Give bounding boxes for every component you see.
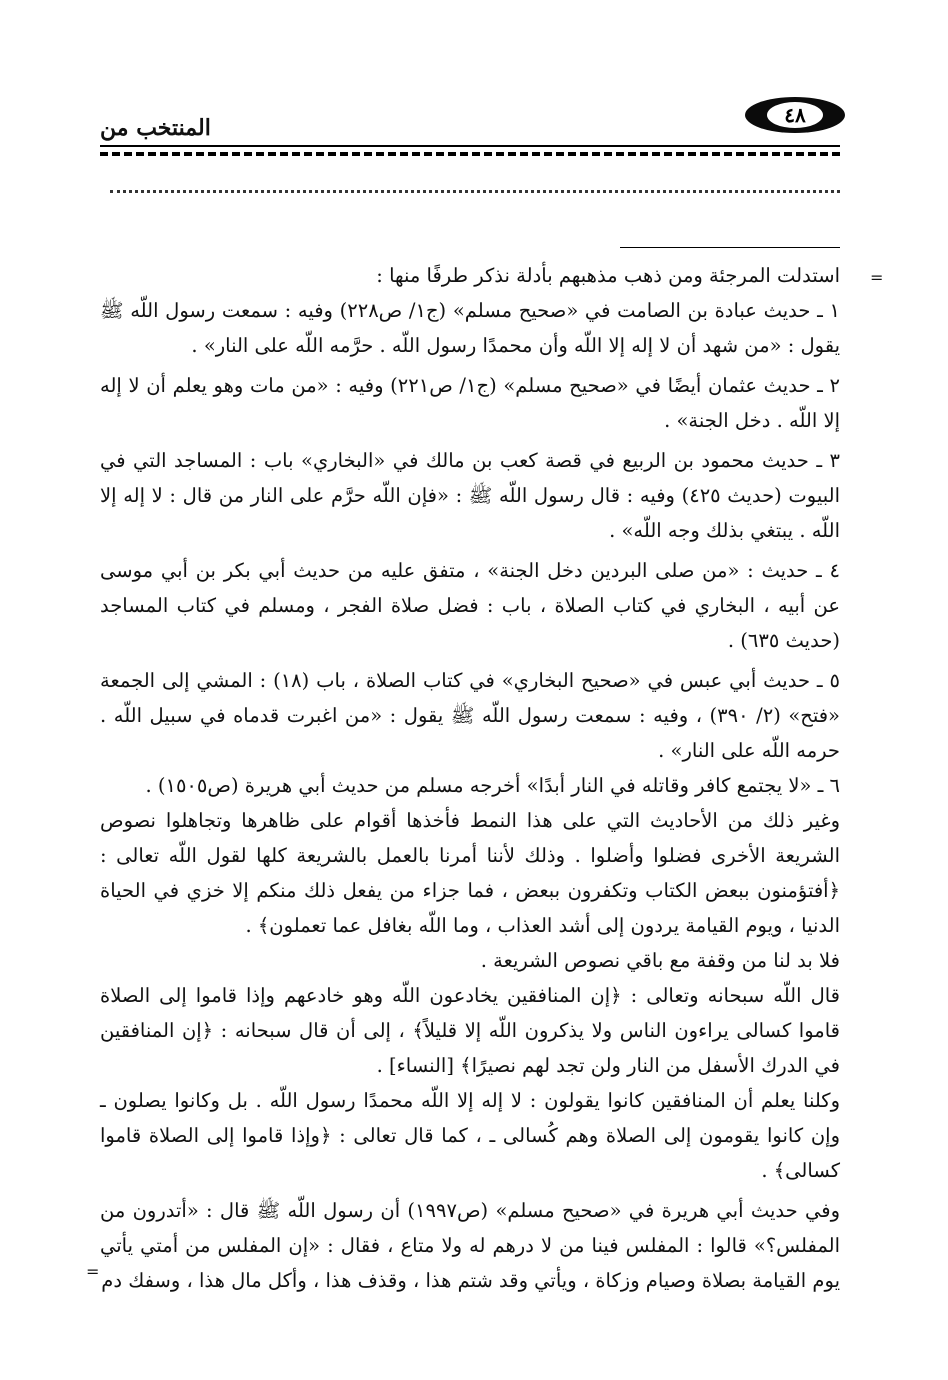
- paragraph-hypocrites-prayer: وكلنا يعلم أن المنافقين كانوا يقولون : لا إله إلا اللّه محمدًا رسول اللّه . بل وكانوا يصلون ـ وإن كانوا يقومون إلى الصلاة وهم كُسالى ـ ، كما قال تعالى : ﴿وإذا قاموا إلى الصلاة قاموا كسالى﴾ .: [100, 1089, 840, 1182]
- paragraph-hadith-2: ٢ ـ حديث عثمان أيضًا في «صحيح مسلم» (ج١/ ص٢٢١) وفيه : «من مات وهو يعلم أن لا إله إلا اللّه . دخل الجنة» .: [100, 374, 841, 432]
- header-rule: [100, 145, 840, 147]
- paragraph-hadith-3: ٣ ـ حديث محمود بن الربيع في قصة كعب بن مالك في «البخاري» باب : المساجد التي في البيوت (حديث ٤٢٥) وفيه : قال رسول اللّه ﷺ : «فإن اللّه حرَّم على النار من قال : لا إله إلا اللّه . يبتغي بذلك وجه اللّه» .: [100, 449, 840, 542]
- paragraph-hadith-6: ٦ ـ «لا يجتمع كافر وقاتله في النار أبدًا» أخرجه مسلم من حديث أبي هريرة (ص١٥٠٥) .: [145, 774, 840, 797]
- paragraph-hypocrites-verse: قال اللّه سبحانه وتعالى : ﴿إن المنافقين يخادعون اللّه وهو خادعهم وإذا قاموا إلى الصلاة قاموا كسالى يراءون الناس ولا يذكرون اللّه إلا قليلاً﴾ ، إلى أن قال سبحانه : ﴿إن المنافقين في الدرك الأسفل من النار ولن تجد لهم نصيرًا﴾ [النساء] .: [100, 984, 840, 1077]
- dotted-separator: [110, 190, 840, 193]
- paragraph-hadith-5: ٥ ـ حديث أبي عبس في «صحيح البخاري» في كتاب الصلاة ، باب (١٨) : المشي إلى الجمعة «فتح» (٢/ ٣٩٠) ، وفيه : سمعت رسول اللّه ﷺ يقول : «من اغبرت قدماه في سبيل اللّه . حرمه اللّه على النار» .: [100, 669, 840, 762]
- paragraph-commentary: وغير ذلك من الأحاديث التي على هذا النمط فأخذها أقوام على ظاهرها وتجاهلوا نصوص الشريعة الأخرى فضلوا وأضلوا . وذلك لأننا أمرنا بالعمل بالشريعة كلها لقول اللّه تعالى : ﴿أفتؤمنون ببعض الكتاب وتكفرون ببعض ، فما جزاء من يفعل ذلك منكم إلا خزي في الحياة الدنيا ، ويوم القيامة يردون إلى أشد العذاب ، وما اللّه بغافل عما تعملون﴾ .: [100, 809, 840, 937]
- paragraph-hadith-1: ١ ـ حديث عبادة بن الصامت في «صحيح مسلم» (ج١/ ص٢٢٨) وفيه : سمعت رسول اللّه ﷺ يقول : «من شهد أن لا إله إلا اللّه وأن محمدًا رسول اللّه . حرَّمه اللّه على النار» .: [100, 299, 840, 357]
- running-title: المنتخب من: [100, 115, 211, 141]
- header-dashed-rule: [100, 152, 840, 156]
- footnote-body: [100, 258, 840, 1298]
- footnote-rule: [620, 247, 840, 248]
- paragraph-bankrupt-hadith: وفي حديث أبي هريرة في «صحيح مسلم» (ص١٩٩٧) أن رسول اللّه ﷺ قال : «أتدرون من المفلس؟» قالوا : المفلس فينا من لا درهم له ولا متاع ، فقال : «إن المفلس من أمتي يأتي يوم القيامة بصلاة وصيام وزكاة ، ويأتي وقد شتم هذا ، وقذف هذا ، وأكل مال هذا ، وسفك دم: [100, 1199, 840, 1292]
- paragraph-hadith-4: ٤ ـ حديث : «من صلى البردين دخل الجنة» ، متفق عليه من حديث أبي بكر بن أبي موسى عن أبيه ، البخاري في كتاب الصلاة ، باب : فضل صلاة الفجر ، ومسلم في كتاب المساجد (حديث ٦٣٥) .: [100, 559, 840, 652]
- page-number-badge: [745, 97, 845, 133]
- page-header: [100, 95, 845, 145]
- footnote-continuation-mark-end: =: [86, 1262, 100, 1281]
- paragraph-pause: فلا بد لنا من وقفة مع باقي نصوص الشريعة .: [480, 949, 840, 972]
- page-number: ٤٨: [767, 102, 823, 128]
- footnote-continuation-mark-start: =: [870, 268, 884, 287]
- paragraph-intro: استدلت المرجئة ومن ذهب مذهبهم بأدلة نذكر طرفًا منها :: [376, 264, 840, 287]
